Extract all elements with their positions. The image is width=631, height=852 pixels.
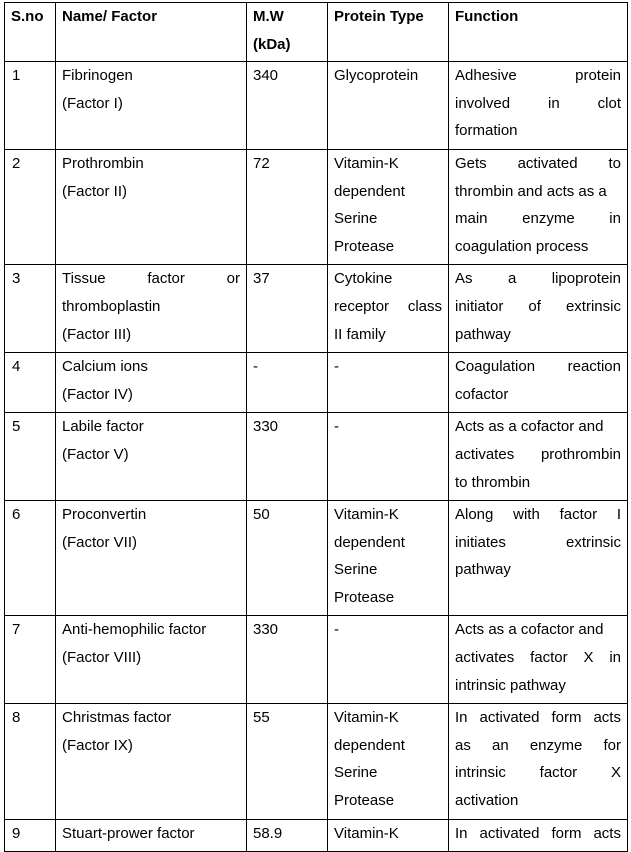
cell-protein-type xyxy=(328,413,449,501)
cell-function xyxy=(449,616,628,704)
protein-type-line xyxy=(334,293,442,321)
cell-name-factor xyxy=(56,501,247,616)
function-word: in xyxy=(548,94,560,112)
function-word: activates xyxy=(455,649,515,667)
table-row xyxy=(5,353,628,413)
header-function: Function xyxy=(449,3,628,62)
table-row xyxy=(5,704,628,819)
protein-type-word: class xyxy=(407,297,442,315)
cell-molecular-weight: 50 xyxy=(247,501,328,616)
function-word: Gets xyxy=(455,154,487,172)
name-word: factor xyxy=(147,270,185,288)
function-word: Adhesive xyxy=(455,67,517,85)
name-line: (Factor VII) xyxy=(62,533,138,551)
function-word: initiates xyxy=(455,533,506,551)
table-header-row xyxy=(5,3,628,62)
header-mw xyxy=(247,3,328,62)
name-line: Anti-hemophilic factor xyxy=(62,621,207,639)
function-word: of xyxy=(528,297,541,315)
name-line: Christmas factor xyxy=(62,709,172,727)
cell-sno: 2 xyxy=(5,149,56,264)
function-line xyxy=(455,441,621,469)
cell-name-factor xyxy=(56,265,247,353)
cell-sno: 9 xyxy=(5,819,56,852)
function-line: coagulation process xyxy=(455,237,589,255)
table-row xyxy=(5,265,628,353)
function-word: X xyxy=(583,649,594,667)
cell-function xyxy=(449,149,628,264)
function-line: pathway xyxy=(455,325,511,343)
cell-molecular-weight: 330 xyxy=(247,413,328,501)
function-line xyxy=(455,704,621,732)
function-word: activated xyxy=(517,154,578,172)
table-row xyxy=(5,149,628,264)
function-word: In xyxy=(455,709,468,727)
cell-molecular-weight: 55 xyxy=(247,704,328,819)
function-word: extrinsic xyxy=(565,297,621,315)
function-line xyxy=(455,205,621,233)
function-word: initiator xyxy=(455,297,504,315)
header-mw-line-1: M.W xyxy=(253,8,284,25)
function-word: in xyxy=(609,649,621,667)
table-body xyxy=(5,62,628,852)
protein-type-line: Serine xyxy=(334,764,378,782)
protein-type-line: Vitamin-K xyxy=(334,506,399,524)
function-word: main xyxy=(455,210,488,228)
cell-function xyxy=(449,704,628,819)
function-line xyxy=(455,90,621,118)
function-line: to thrombin xyxy=(455,473,531,491)
cell-protein-type xyxy=(328,704,449,819)
name-line: Proconvertin xyxy=(62,506,147,524)
name-line: (Factor IV) xyxy=(62,385,133,403)
function-line xyxy=(455,820,621,848)
cell-molecular-weight: - xyxy=(247,353,328,413)
name-line: Calcium ions xyxy=(62,358,148,376)
name-word: or xyxy=(226,270,240,288)
function-word: to xyxy=(608,154,621,172)
cell-sno: 8 xyxy=(5,704,56,819)
function-word: involved xyxy=(455,94,511,112)
name-word: Tissue xyxy=(62,270,106,288)
name-line: Fibrinogen xyxy=(62,67,133,85)
protein-type-line: Vitamin-K xyxy=(334,709,399,727)
function-word: I xyxy=(616,506,621,524)
function-word: activates xyxy=(455,445,515,463)
function-line: Acts as a cofactor and xyxy=(455,418,604,436)
protein-type-line: Glycoprotein xyxy=(334,67,419,85)
protein-type-line: Serine xyxy=(334,561,378,579)
protein-type-line: Protease xyxy=(334,237,395,255)
cell-function xyxy=(449,413,628,501)
cell-name-factor xyxy=(56,704,247,819)
name-line: (Factor III) xyxy=(62,325,132,343)
function-line xyxy=(455,529,621,557)
function-word: Along xyxy=(455,506,494,524)
header-name: Name/ Factor xyxy=(56,3,247,62)
cell-molecular-weight: 37 xyxy=(247,265,328,353)
name-line: (Factor VIII) xyxy=(62,649,142,667)
function-word: an xyxy=(491,736,509,754)
table-row xyxy=(5,62,628,150)
function-word: As xyxy=(455,270,473,288)
function-word: a xyxy=(507,270,517,288)
function-word: enzyme xyxy=(522,210,575,228)
protein-type-line: Protease xyxy=(334,792,395,810)
cell-sno: 1 xyxy=(5,62,56,150)
protein-type-word: receptor xyxy=(334,297,390,315)
function-word: intrinsic xyxy=(455,764,506,782)
cell-sno: 6 xyxy=(5,501,56,616)
function-word: prothrombin xyxy=(540,445,621,463)
cell-name-factor xyxy=(56,413,247,501)
protein-type-line: - xyxy=(334,621,339,639)
cell-protein-type xyxy=(328,819,449,852)
function-line xyxy=(455,62,621,90)
protein-type-line: Cytokine xyxy=(334,270,393,288)
cell-name-factor xyxy=(56,353,247,413)
function-word: lipoprotein xyxy=(551,270,621,288)
function-word: factor xyxy=(559,506,598,524)
cell-molecular-weight: 72 xyxy=(247,149,328,264)
function-line: formation xyxy=(455,122,518,140)
function-word: activated xyxy=(479,824,540,842)
cell-protein-type xyxy=(328,62,449,150)
name-line xyxy=(62,265,240,293)
function-word: with xyxy=(513,506,540,524)
function-word: factor xyxy=(539,764,578,782)
function-word: enzyme xyxy=(529,736,583,754)
protein-type-line: Protease xyxy=(334,588,395,606)
protein-type-line: dependent xyxy=(334,533,405,551)
name-line: thromboplastin xyxy=(62,297,161,315)
function-word: form xyxy=(551,709,582,727)
cell-name-factor xyxy=(56,819,247,852)
function-line xyxy=(455,501,621,529)
function-word: Coagulation xyxy=(455,358,536,376)
protein-type-line: dependent xyxy=(334,182,405,200)
name-line: Prothrombin xyxy=(62,154,144,172)
function-word: acts xyxy=(593,709,621,727)
cell-name-factor xyxy=(56,616,247,704)
protein-type-line: - xyxy=(334,418,339,436)
function-line xyxy=(455,353,621,381)
cell-protein-type xyxy=(328,353,449,413)
function-line: intrinsic pathway xyxy=(455,676,566,694)
function-line xyxy=(455,150,621,178)
function-word: protein xyxy=(575,67,621,85)
table-row xyxy=(5,501,628,616)
name-line: (Factor IX) xyxy=(62,736,133,754)
function-line: cofactor xyxy=(455,385,509,403)
cell-function xyxy=(449,819,628,852)
function-line xyxy=(455,265,621,293)
table-row xyxy=(5,819,628,852)
function-word: in xyxy=(609,210,621,228)
function-word: X xyxy=(610,764,621,782)
cell-function xyxy=(449,353,628,413)
function-line xyxy=(455,293,621,321)
function-word: form xyxy=(551,824,582,842)
header-mw-line-2: (kDa) xyxy=(253,35,291,53)
cell-protein-type xyxy=(328,616,449,704)
table-row xyxy=(5,616,628,704)
cell-sno: 7 xyxy=(5,616,56,704)
table-row xyxy=(5,413,628,501)
cell-protein-type xyxy=(328,149,449,264)
cell-sno: 3 xyxy=(5,265,56,353)
function-word: reaction xyxy=(567,358,621,376)
name-line: (Factor II) xyxy=(62,182,128,200)
protein-type-line: Vitamin-K xyxy=(334,154,399,172)
function-word: clot xyxy=(597,94,621,112)
function-word: In xyxy=(455,824,468,842)
protein-type-line: Vitamin-K xyxy=(334,824,399,842)
function-word: for xyxy=(603,736,621,754)
cell-molecular-weight: 58.9 xyxy=(247,819,328,852)
function-word: activated xyxy=(479,709,540,727)
name-line: (Factor I) xyxy=(62,94,123,112)
cell-function xyxy=(449,62,628,150)
function-line: activation xyxy=(455,792,519,810)
header-protein-type: Protein Type xyxy=(328,3,449,62)
protein-type-line: dependent xyxy=(334,736,405,754)
function-word: acts xyxy=(593,824,621,842)
protein-type-line: - xyxy=(334,358,339,376)
cell-sno: 5 xyxy=(5,413,56,501)
cell-protein-type xyxy=(328,265,449,353)
function-word: as xyxy=(455,736,471,754)
function-line xyxy=(455,759,621,787)
cell-sno: 4 xyxy=(5,353,56,413)
protein-type-line: II family xyxy=(334,325,386,343)
function-line: thrombin and acts as a xyxy=(455,182,607,200)
protein-type-line: Serine xyxy=(334,210,378,228)
header-sno: S.no xyxy=(5,3,56,62)
cell-name-factor xyxy=(56,62,247,150)
function-word: extrinsic xyxy=(565,533,621,551)
name-line: Labile factor xyxy=(62,418,144,436)
cell-name-factor xyxy=(56,149,247,264)
name-line: (Factor V) xyxy=(62,445,129,463)
cell-function xyxy=(449,265,628,353)
cell-molecular-weight: 330 xyxy=(247,616,328,704)
cell-function xyxy=(449,501,628,616)
function-line xyxy=(455,644,621,672)
name-line: Stuart-prower factor xyxy=(62,824,195,842)
function-word: factor xyxy=(530,649,568,667)
function-line xyxy=(455,732,621,760)
cell-protein-type xyxy=(328,501,449,616)
function-line: Acts as a cofactor and xyxy=(455,621,604,639)
function-line: pathway xyxy=(455,561,511,579)
coagulation-factors-table xyxy=(4,2,628,852)
cell-molecular-weight: 340 xyxy=(247,62,328,150)
